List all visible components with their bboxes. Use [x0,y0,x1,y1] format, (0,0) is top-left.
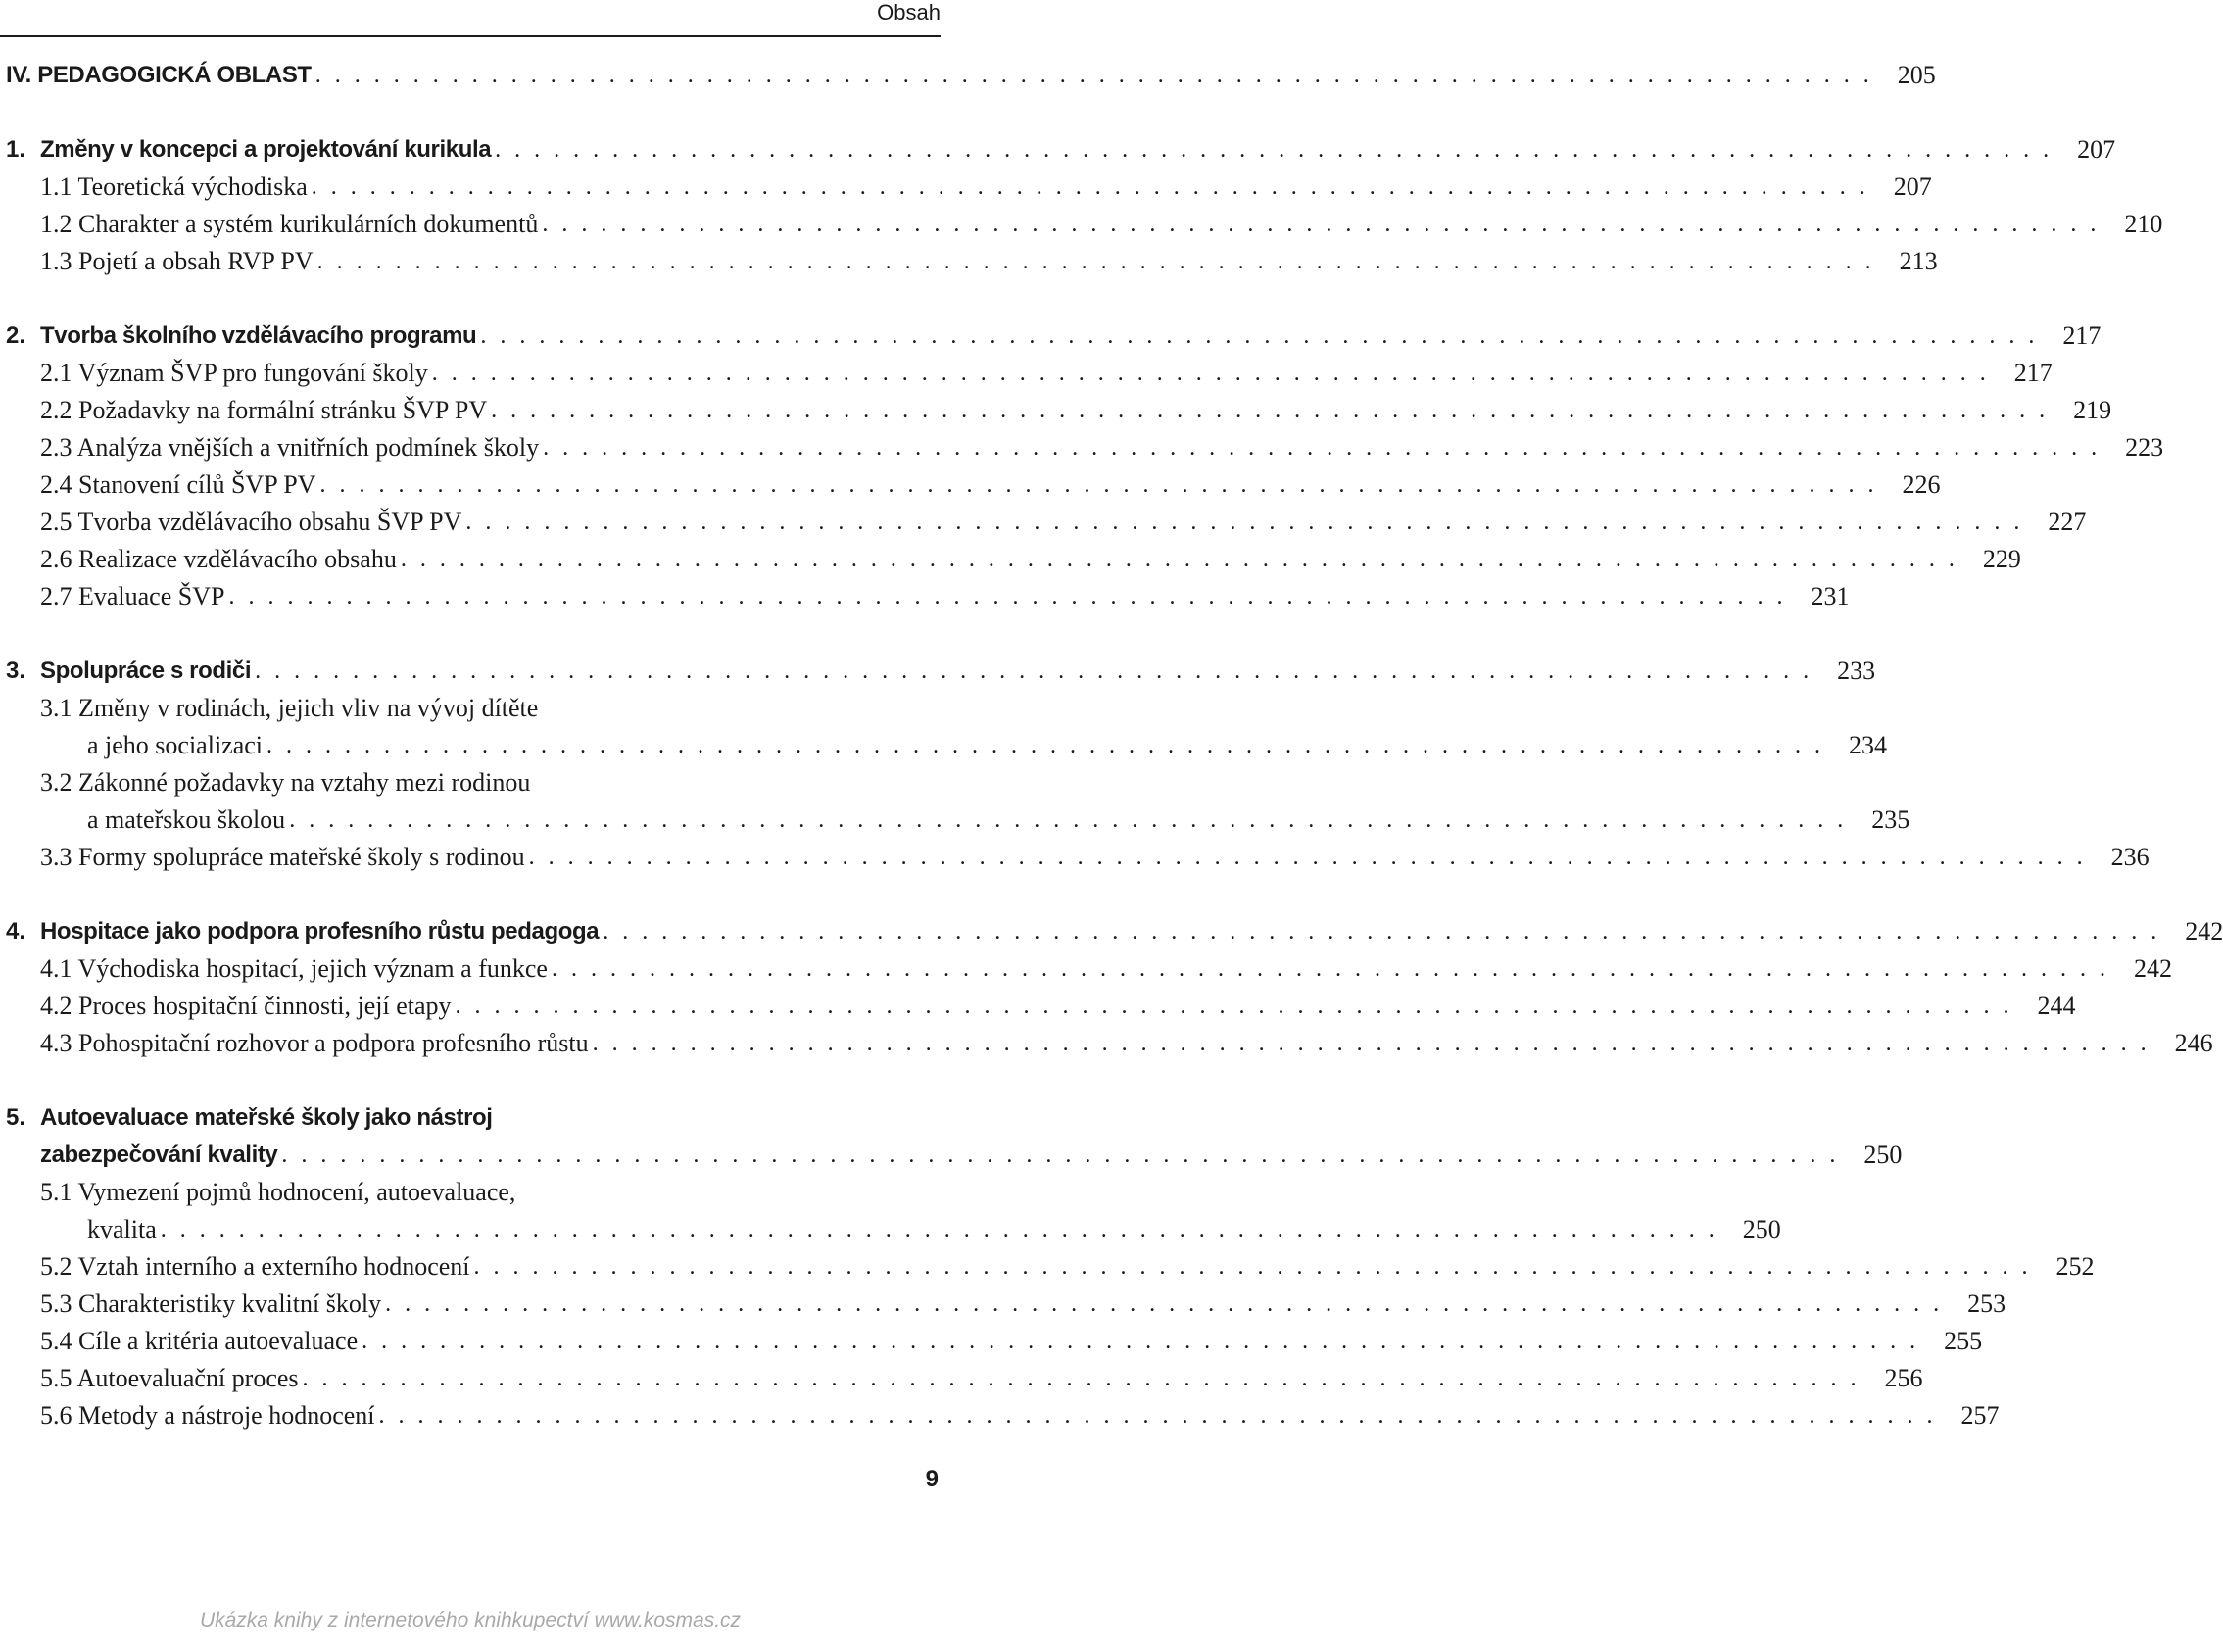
toc-entry-c3[interactable] [6,653,1876,690]
toc-entry-page: 217 [2062,321,2102,350]
toc-entry-number: 1. [6,136,26,163]
page-number: 9 [925,1466,939,1492]
toc-entry-s5-2[interactable] [6,1248,2095,1286]
toc-entry-number: 4. [6,918,26,945]
toc-entry-page: 255 [1944,1327,1983,1355]
toc-entry-title: 5.4 Cíle a kritéria autoevaluace [40,1327,359,1355]
running-head: Obsah [877,0,941,24]
toc-entry-page: 235 [1871,805,1910,834]
table-of-contents [6,57,2223,1434]
dot-leader: . . . . . . . . . . . . . . . . . . . . . . . . . . . . . . . . . . . . . . . . . . . . . . . . . . . . . . . . . . . . . . . . . . . . . . . . . . . . . . . . [289,807,1848,833]
toc-entry-title: Tvorba školního vzdělávacího programu [40,322,477,349]
dot-leader: . . . . . . . . . . . . . . . . . . . . . . . . . . . . . . . . . . . . . . . . . . . . . . . . . . . . . . . . . . . . . . . . . . . . . . . . . . . . . . . . [228,584,1787,609]
toc-entry-title: 5.3 Charakteristiky kvalitní školy [40,1289,382,1318]
dot-leader: . . . . . . . . . . . . . . . . . . . . . . . . . . . . . . . . . . . . . . . . . . . . . . . . . . . . . . . . . . . . . . . . . . . . . . . . . . . . . . . . [592,1031,2151,1056]
toc-entry-title: Autoevaluace mateřské školy jako nástroj [40,1104,493,1131]
toc-entry-title: a mateřskou školou [87,805,286,834]
dot-leader: . . . . . . . . . . . . . . . . . . . . . . . . . . . . . . . . . . . . . . . . . . . . . . . . . . . . . . . . . . . . . . . . . . . . . . . . . . . . . . . . [543,435,2102,461]
toc-entry-title: Spolupráce s rodiči [40,657,252,684]
toc-entry-page: 207 [2077,135,2116,164]
dot-leader: . . . . . . . . . . . . . . . . . . . . . . . . . . . . . . . . . . . . . . . . . . . . . . . . . . . . . . . . . . . . . . . . . . . . . . . . . . . . . . . . [465,510,2024,535]
toc-entry-title: 3.3 Formy spolupráce mateřské školy s rodinou [40,843,525,871]
toc-entry-page: 244 [2037,992,2076,1020]
toc-entry-iv[interactable] [6,57,1936,94]
dot-leader: . . . . . . . . . . . . . . . . . . . . . . . . . . . . . . . . . . . . . . . . . . . . . . . . . . . . . . . . . . . . . . . . . . . . . . . . . . . . . . . . [378,1403,1937,1429]
toc-entry-title: 4.3 Pohospitační rozhovor a podpora profesního růstu [40,1029,589,1057]
toc-entry-s5-5[interactable] [6,1360,1923,1397]
dot-leader: . . . . . . . . . . . . . . . . . . . . . . . . . . . . . . . . . . . . . . . . . . . . . . . . . . . . . . . . . . . . . . . . . . . . . . . . . . . . . . . . [311,174,1869,200]
toc-entry-page: 242 [2185,917,2223,946]
toc-entry-number: 5. [6,1104,26,1131]
dot-leader: . . . . . . . . . . . . . . . . . . . . . . . . . . . . . . . . . . . . . . . . . . . . . . . . . . . . . . . . . . . . . . . . . . . . . . . . . . . . . . . . [319,472,1878,498]
dot-leader: . . . . . . . . . . . . . . . . . . . . . . . . . . . . . . . . . . . . . . . . . . . . . . . . . . . . . . . . . . . . . . . . . . . . . . . . . . . . . . . . [603,919,2161,945]
toc-entry-title: 1.3 Pojetí a obsah RVP PV [40,247,314,275]
toc-entry-s4-2[interactable] [6,988,2076,1025]
toc-entry-title: a jeho socializaci [87,731,264,759]
toc-entry-page: 250 [1863,1141,1903,1169]
toc-entry-page: 210 [2124,210,2163,238]
toc-entry-page: 236 [2110,843,2150,871]
toc-entry-title: 2.2 Požadavky na formální stránku ŠVP PV [40,396,488,424]
dot-leader: . . . . . . . . . . . . . . . . . . . . . . . . . . . . . . . . . . . . . . . . . . . . . . . . . . . . . . . . . . . . . . . . . . . . . . . . . . . . . . . . [400,547,1958,572]
toc-entry-s3-2a[interactable] [6,764,939,802]
toc-entry-page: 223 [2125,433,2164,462]
toc-entry-title: kvalita [87,1215,157,1243]
dot-leader: . . . . . . . . . . . . . . . . . . . . . . . . . . . . . . . . . . . . . . . . . . . . . . . . . . . . . . . . . . . . . . . . . . . . . . . . . . . . . . . . [281,1142,1840,1168]
toc-entry-s3-3[interactable] [6,839,2150,876]
toc-entry-c4[interactable] [6,913,2223,950]
toc-entry-page: 252 [2055,1252,2095,1281]
toc-entry-page: 213 [1899,247,1938,275]
toc-entry-title: 2.1 Význam ŠVP pro fungování školy [40,359,428,387]
toc-entry-s2-1[interactable] [6,355,2053,392]
dot-leader: . . . . . . . . . . . . . . . . . . . . . . . . . . . . . . . . . . . . . . . . . . . . . . . . . . . . . . . . . . . . . . . . . . . . . . . . . . . . . . . . [266,733,1825,758]
toc-entry-page: 242 [2133,954,2172,983]
toc-entry-title: 5.6 Metody a nástroje hodnocení [40,1401,375,1430]
toc-entry-page: 256 [1884,1364,1923,1392]
toc-entry-s5-1a[interactable] [6,1174,939,1211]
toc-entry-c5b[interactable] [6,1137,1903,1174]
toc-entry-page: 246 [2174,1029,2213,1057]
dot-leader: . . . . . . . . . . . . . . . . . . . . . . . . . . . . . . . . . . . . . . . . . . . . . . . . . . . . . . . . . . . . . . . . . . . . . . . . . . . . . . . . [542,212,2101,237]
toc-entry-number: 2. [6,322,26,349]
toc-entry-title: 5.1 Vymezení pojmů hodnocení, autoevaluace, [40,1178,516,1206]
toc-entry-title: 2.3 Analýza vnějších a vnitřních podmínek školy [40,433,540,462]
toc-entry-s3-1a[interactable] [6,690,939,727]
toc-entry-number: 3. [6,657,26,684]
toc-entry-s5-1b[interactable] [6,1211,1781,1248]
dot-leader: . . . . . . . . . . . . . . . . . . . . . . . . . . . . . . . . . . . . . . . . . . . . . . . . . . . . . . . . . . . . . . . . . . . . . . . . . . . . . . . . [495,137,2054,163]
toc-entry-s2-2[interactable] [6,392,2112,429]
dot-leader: . . . . . . . . . . . . . . . . . . . . . . . . . . . . . . . . . . . . . . . . . . . . . . . . . . . . . . . . . . . . . . . . . . . . . . . . . . . . . . . . [255,658,1813,684]
toc-entry-title: 5.2 Vztah interního a externího hodnocení [40,1252,470,1281]
toc-entry-title: Hospitace jako podpora profesního růstu pedagoga [40,918,600,945]
toc-entry-page: 253 [1967,1289,2006,1318]
dot-leader: . . . . . . . . . . . . . . . . . . . . . . . . . . . . . . . . . . . . . . . . . . . . . . . . . . . . . . . . . . . . . . . . . . . . . . . . . . . . . . . . [385,1291,1944,1317]
toc-entry-s5-4[interactable] [6,1323,1983,1360]
toc-entry-page: 234 [1849,731,1888,759]
dot-leader: . . . . . . . . . . . . . . . . . . . . . . . . . . . . . . . . . . . . . . . . . . . . . . . . . . . . . . . . . . . . . . . . . . . . . . . . . . . . . . . . [473,1254,2032,1280]
dot-leader: . . . . . . . . . . . . . . . . . . . . . . . . . . . . . . . . . . . . . . . . . . . . . . . . . . . . . . . . . . . . . . . . . . . . . . . . . . . . . . . . [491,398,2050,423]
toc-entry-s2-3[interactable] [6,429,2164,466]
toc-entry-title: 4.2 Proces hospitační činnosti, její etapy [40,992,452,1020]
toc-entry-page: 257 [1960,1401,2000,1430]
toc-entry-page: 250 [1742,1215,1781,1243]
toc-entry-page: 205 [1897,61,1936,89]
watermark: Ukázka knihy z internetového knihkupectví www.kosmas.cz [199,1609,742,1631]
toc-entry-s2-5[interactable] [6,504,2087,541]
toc-entry-title: 2.4 Stanovení cílů ŠVP PV [40,470,316,499]
toc-entry-page: 233 [1837,656,1876,685]
toc-entry-title: 4.1 Východiska hospitací, jejich význam a funkce [40,954,548,983]
toc-entry-page: 227 [2048,508,2087,536]
toc-entry-page: 219 [2073,396,2112,424]
toc-entry-title: Změny v koncepci a projektování kurikula [40,136,492,163]
toc-entry-title: 3.2 Zákonné požadavky na vztahy mezi rodinou [40,768,531,797]
dot-leader: . . . . . . . . . . . . . . . . . . . . . . . . . . . . . . . . . . . . . . . . . . . . . . . . . . . . . . . . . . . . . . . . . . . . . . . . . . . . . . . . [431,361,1990,386]
toc-entry-c1[interactable] [6,131,2116,169]
toc-entry-s1-2[interactable] [6,206,2163,243]
toc-entry-title: IV. PEDAGOGICKÁ OBLAST [6,62,312,88]
toc-entry-page: 231 [1811,582,1850,610]
dot-leader: . . . . . . . . . . . . . . . . . . . . . . . . . . . . . . . . . . . . . . . . . . . . . . . . . . . . . . . . . . . . . . . . . . . . . . . . . . . . . . . . [455,994,2013,1019]
dot-leader: . . . . . . . . . . . . . . . . . . . . . . . . . . . . . . . . . . . . . . . . . . . . . . . . . . . . . . . . . . . . . . . . . . . . . . . . . . . . . . . . [551,956,2109,982]
toc-entry-title: 1.1 Teoretická východiska [40,172,308,201]
dot-leader: . . . . . . . . . . . . . . . . . . . . . . . . . . . . . . . . . . . . . . . . . . . . . . . . . . . . . . . . . . . . . . . . . . . . . . . . . . . . . . . . [316,249,1875,274]
toc-entry-page: 229 [1982,545,2021,573]
toc-entry-page: 207 [1893,172,1932,201]
toc-entry-s2-6[interactable] [6,541,2021,578]
toc-entry-title: 2.5 Tvorba vzdělávacího obsahu ŠVP PV [40,508,462,536]
dot-leader: . . . . . . . . . . . . . . . . . . . . . . . . . . . . . . . . . . . . . . . . . . . . . . . . . . . . . . . . . . . . . . . . . . . . . . . . . . . . . . . . [362,1329,1920,1354]
toc-entry-s3-1b[interactable] [6,727,1888,764]
toc-entry-title: 3.1 Změny v rodinách, jejich vliv na vývoj dítěte [40,694,539,722]
toc-entry-title: zabezpečování kvality [40,1142,278,1168]
toc-entry-title: 5.5 Autoevaluační proces [40,1364,299,1392]
toc-entry-s5-3[interactable] [6,1286,2006,1323]
toc-entry-s2-4[interactable] [6,466,1941,504]
toc-entry-c5a[interactable] [6,1099,939,1137]
toc-entry-s5-6[interactable] [6,1397,2000,1434]
toc-entry-s2-7[interactable] [6,578,1850,615]
header-rule [0,35,941,37]
dot-leader: . . . . . . . . . . . . . . . . . . . . . . . . . . . . . . . . . . . . . . . . . . . . . . . . . . . . . . . . . . . . . . . . . . . . . . . . . . . . . . . . [480,323,2039,349]
toc-entry-s4-3[interactable] [6,1025,2213,1062]
toc-entry-page: 226 [1902,470,1941,499]
toc-entry-title: 1.2 Charakter a systém kurikulárních dokumentů [40,210,539,238]
toc-entry-c2[interactable] [6,317,2102,355]
dot-leader: . . . . . . . . . . . . . . . . . . . . . . . . . . . . . . . . . . . . . . . . . . . . . . . . . . . . . . . . . . . . . . . . . . . . . . . . . . . . . . . . [314,63,1873,88]
dot-leader: . . . . . . . . . . . . . . . . . . . . . . . . . . . . . . . . . . . . . . . . . . . . . . . . . . . . . . . . . . . . . . . . . . . . . . . . . . . . . . . . [528,845,2087,870]
toc-entry-s4-1[interactable] [6,950,2172,988]
toc-entry-s3-2b[interactable] [6,802,1910,839]
toc-entry-page: 217 [2013,359,2053,387]
toc-entry-s1-3[interactable] [6,243,1938,280]
toc-entry-title: 2.6 Realizace vzdělávacího obsahu [40,545,397,573]
dot-leader: . . . . . . . . . . . . . . . . . . . . . . . . . . . . . . . . . . . . . . . . . . . . . . . . . . . . . . . . . . . . . . . . . . . . . . . . . . . . . . . . [302,1366,1861,1391]
dot-leader: . . . . . . . . . . . . . . . . . . . . . . . . . . . . . . . . . . . . . . . . . . . . . . . . . . . . . . . . . . . . . . . . . . . . . . . . . . . . . . . . [160,1217,1718,1242]
toc-entry-s1-1[interactable] [6,169,1932,206]
toc-entry-title: 2.7 Evaluace ŠVP [40,582,225,610]
